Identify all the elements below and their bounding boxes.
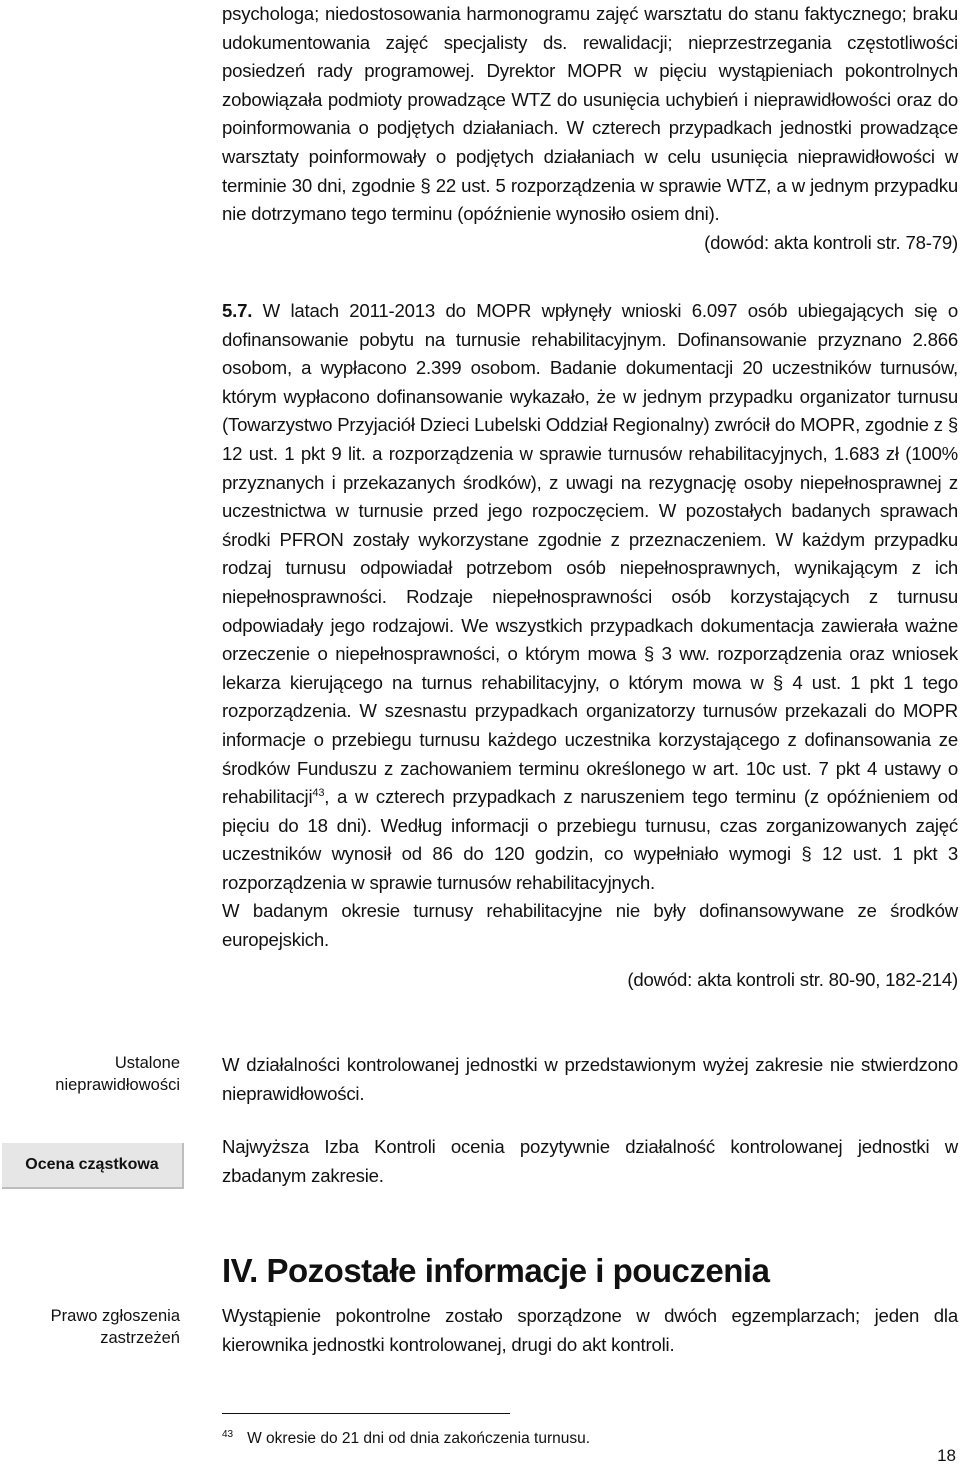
sidebar-label-partial-assessment: Ocena cząstkowa xyxy=(2,1143,184,1189)
footnote xyxy=(222,1425,590,1449)
assessment-paragraph xyxy=(222,1133,958,1190)
evidence-reference: (dowód: akta kontroli str. 80-90, 182-214) xyxy=(627,968,958,990)
section-5-7 xyxy=(222,297,958,994)
paragraph-wtz-findings xyxy=(222,0,958,257)
section-5-7-text: W latach 2011-2013 do MOPR wpłynęły wnioski 6.097 osób ubiegających się o dofinansowanie pobytu na turnusie rehabilitacyjnym. Dofinansowanie przyznano 2.866 osobom, a wypłacono 2.399 osobom. Badanie dokumentacji 20 uczestników turnusów, którym wypłacono dofinansowanie wykazało, że w jednym przypadku organizator turnusu (Towarzystwo Przyjaciół Dzieci Lubelski Oddział Regionalny) zwrócił do MOPR, zgodnie z § 12 ust. 1 pkt 9 lit. a rozporządzenia w sprawie turnusów rehabilitacyjnych, 1.683 zł (100% przyznanych i przekazanych środków), z uwagi na rezygnację osoby niepełnosprawnej z uczestnictwa w turnusie przed jego rozpoczęciem. W pozostałych badanych sprawach środki PFRON zostały wykorzystane zgodnie z przeznaczeniem. W każdym przypadku rodzaj turnusu odpowiadał potrzebom osób niepełnosprawnych, wynikającym z ich niepełnosprawności. Rodzaje niepełnosprawności osób korzystających z turnusu odpowiadały jego rodzajowi. We wszystkich przypadkach dokumentacja zawierała ważne orzeczenie o niepełnosprawności, o którym mowa § 3 ww. rozporządzenia oraz wniosek lekarza kierującego na turnus rehabilitacyjny, o którym mowa w § 4 ust. 1 pkt 1 tego rozporządzenia. W szesnastu przypadkach organizatorzy turnusów przekazali do MOPR informacje o przebiegu turnusu każdego uczestnika korzystającego z dofinansowania ze środków Funduszu z zachowaniem terminu określonego w art. 10c ust. 7 pkt 4 ustawy o rehabilitacji xyxy=(222,300,958,808)
paragraph-text: psychologa; niedostosowania harmonogramu zajęć warsztatu do stanu faktycznego; braku udokumentowania zajęć specjalisty ds. rewalidacji; nieprzestrzegania częstotliwości posiedzeń rady programowej. Dyrektor MOPR w pięciu wystąpieniach pokontrolnych zobowiązała podmioty prowadzące WTZ do usunięcia uchybień i nieprawidłowości oraz do poinformowania o podjętych działaniach. W czterech przypadkach jednostki prowadzące warsztaty poinformowały o podjętych działaniach w celu usunięcia nieprawidłowości w terminie 30 dni, zgodnie § 22 ust. 5 rozporządzenia w sprawie WTZ, a w jednym przypadku nie dotrzymano tego terminu (opóźnienie wynosiło osiem dni). xyxy=(222,3,958,225)
section-number: 5.7. xyxy=(222,300,253,321)
footnote-reference: 43 xyxy=(312,786,325,799)
section-5-7-text-continued: , a w czterech przypadkach z naruszeniem tego terminu (z opóźnieniem od pięciu do 18 dni). Według informacji o przebiegu turnusu, czas zorganizowanych zajęć uczestników wynosił od 86 do 120 godzin, co wypełniało wymogi § 12 ust. 1 pkt 3 rozporządzenia w sprawie turnusów rehabilitacyjnych. xyxy=(222,786,958,893)
section-5-7-paragraph xyxy=(222,297,958,897)
footnote-text: W okresie do 21 dni od dnia zakończenia turnusu. xyxy=(247,1430,591,1448)
irregularities-paragraph xyxy=(222,1051,958,1108)
sidebar-label-irregularities: Ustalone nieprawidłowości xyxy=(55,1054,180,1094)
section-4-text: Wystąpienie pokontrolne zostało sporządzone w dwóch egzemplarzach; jeden dla kierownika jednostki kontrolowanej, drugi do akt kontroli. xyxy=(222,1305,958,1355)
page-number: 18 xyxy=(937,1446,956,1465)
footnote-number: 43 xyxy=(222,1429,234,1440)
section-4-paragraph xyxy=(222,1302,958,1359)
section-4-heading: IV. Pozostałe informacje i pouczenia xyxy=(222,1252,770,1289)
evidence-reference: (dowód: akta kontroli str. 78-79) xyxy=(704,231,958,253)
sidebar-label-right-to-objections: Prawo zgłoszenia zastrzeżeń xyxy=(50,1307,180,1347)
footnote-separator xyxy=(222,1413,510,1414)
irregularities-text: W działalności kontrolowanej jednostki w przedstawionym wyżej zakresie nie stwierdzono nieprawidłowości. xyxy=(222,1054,958,1104)
assessment-text: Najwyższa Izba Kontroli ocenia pozytywnie działalność kontrolowanej jednostki w zbadanym zakresie. xyxy=(222,1136,958,1186)
section-5-7-paragraph-2: W badanym okresie turnusy rehabilitacyjne nie były dofinansowywane ze środków europejskich. xyxy=(222,900,958,951)
